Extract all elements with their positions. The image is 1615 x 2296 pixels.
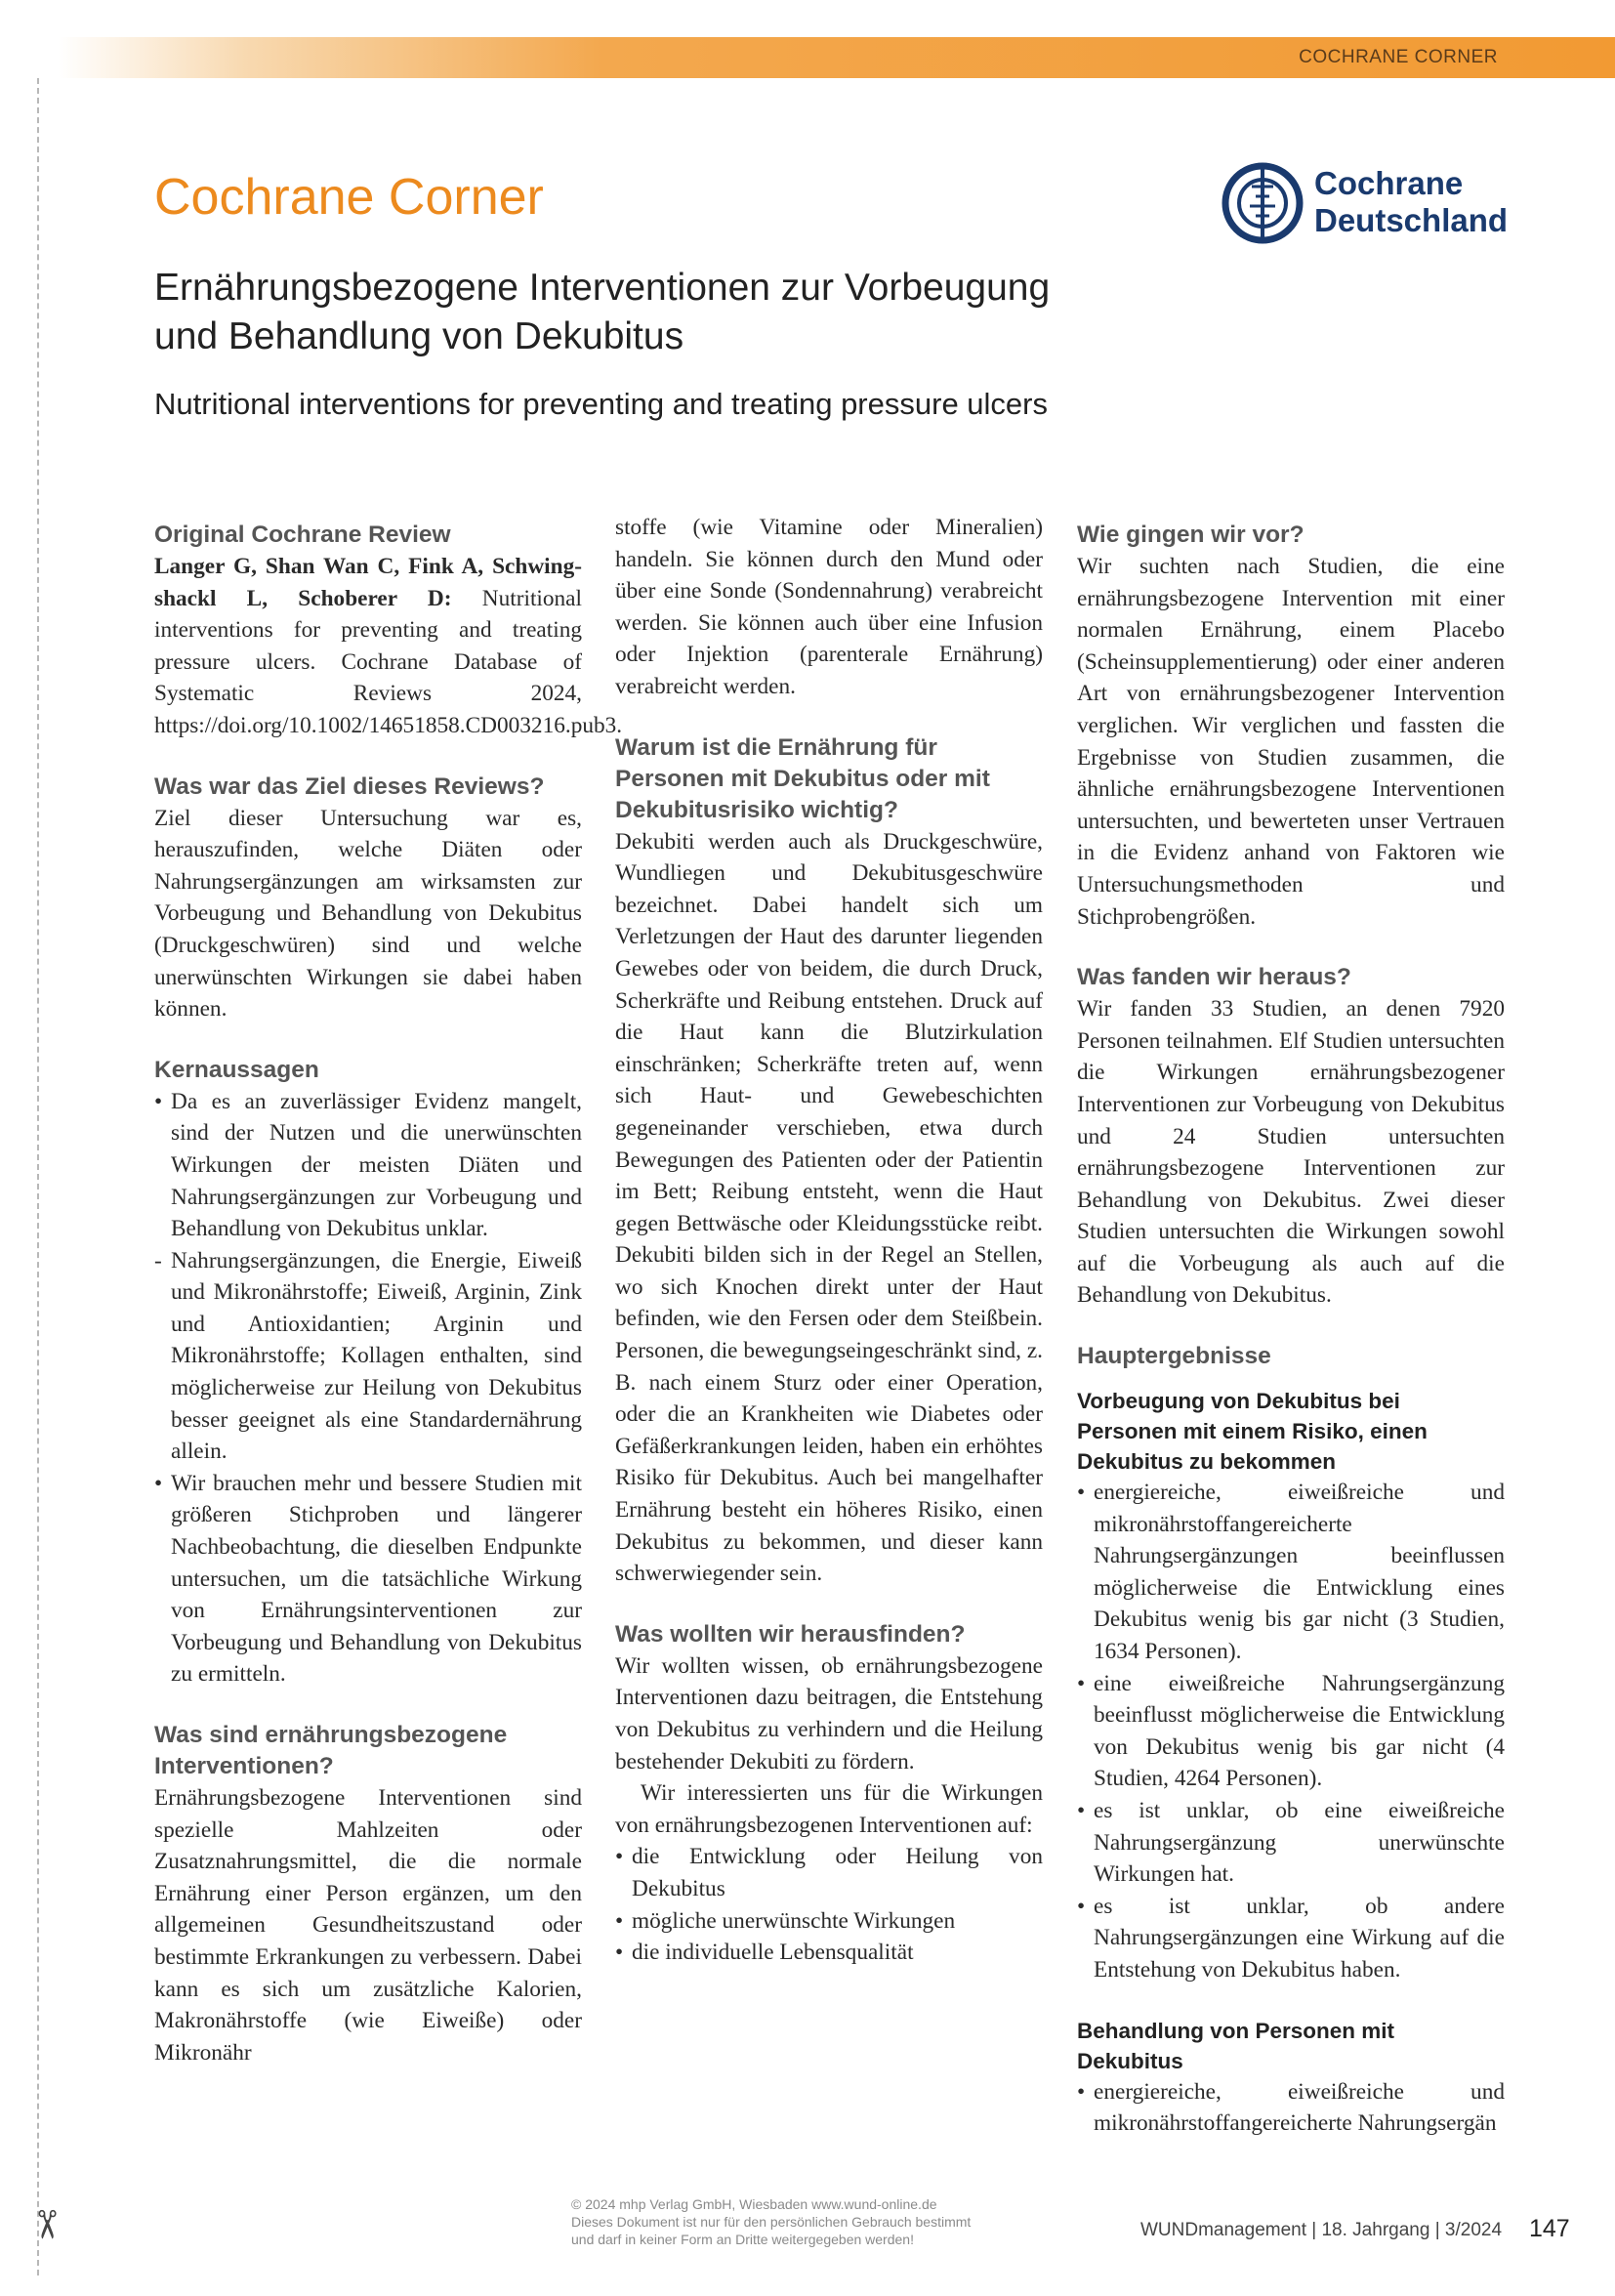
citation (154, 551, 623, 742)
list-item: • die Entwicklung oder Heilung von Dekubitus (615, 1844, 1043, 1901)
list-item: • Da es an zuverlässiger Evidenz mangelt, sind der Nutzen und die unerwünschten Wirkungen der meisten Diäten und Nahrungsergänzungen zur Vorbeugung und Behandlung von Dekubitus unklar. (154, 1088, 582, 1242)
cochrane-logo (1221, 161, 1509, 249)
aims-heading: Was wollten wir herausfinden? (615, 1620, 966, 1648)
footer-copyright-line1: © 2024 mhp Verlag GmbH, Wiesbaden www.wund-online.de (571, 2196, 937, 2212)
interventions-heading: Was sind ernährungsbezogene Interventionen? (154, 1722, 508, 1779)
article-subtitle: Nutritional interventions for preventing and treating pressure ulcers (154, 387, 1048, 421)
list-item: • Wir brauchen mehr und bessere Studien mit größeren Stichproben und längerer Nachbeobachtung, die dieselben Endpunkte untersuchen, um die tatsächliche Wirkung von Ernährungsinterventionen zur Vorbeugung und Behandlung von Dekubitus zu ermitteln. (154, 1470, 582, 1688)
key-messages-heading: Kernaussagen (154, 1056, 319, 1083)
section-title: Cochrane Corner (154, 169, 544, 226)
aims-text: Wir wollten wissen, ob ernährungsbezogene Interventionen dazu beitragen, die Entstehung von Dekubitus zu verhindern und die Heilung bestehender Dekubiti zu fördern. (615, 1652, 1043, 1774)
article-title-line2: und Behandlung von Dekubitus (154, 315, 684, 357)
list-item: • es ist unklar, ob andere Nahrungsergänzungen eine Wirkung auf die Entstehung von Dekubitus haben. (1077, 1893, 1505, 1983)
scissors-icon: ✂ (22, 2208, 68, 2241)
prevention-heading: Vorbeugung von Dekubitus bei Personen mit einem Risiko, einen Dekubitus zu bekommen (1077, 1389, 1428, 1475)
list-item: • energiereiche, eiweißreiche und mikronährstoffangereicherte Nahrungsergänzungen beeinflussen möglicherweise die Entwicklung eines Dekubitus wenig bis gar nicht (3 Studien, 1634 Personen). (1077, 1480, 1505, 1665)
citation-authors: Langer G, Shan Wan C, Fink A, Schwingshackl L, Schoberer D: (154, 554, 582, 611)
key-messages-list (154, 1086, 582, 1691)
why-text: Dekubiti werden auch als Druckgeschwüre, Wundliegen und Dekubitusgeschwüre bezeichnet. Dabei handelt sich um Verletzungen der Haut des darunter liegenden Gewebes oder von beidem, die durch Druck, Scherkräfte und Reibung entstehen. Druck auf die Haut kann die Blutzirkulation einschränken; Scherkräfte treten auf, wenn sich Haut- und Gewebeschichten gegeneinander verschieben, etwa durch Bewegungen des Patienten oder der Patientin im Bett; Reibung entsteht, wenn die Haut gegen Bettwäsche oder Kleidungsstücke reibt. Dekubiti bilden sich in der Regel an Stellen, wo sich Knochen direkt unter der Haut befinden, wie den Fersen oder dem Steißbein. Personen, die bewegungseingeschränkt sind, z. B. nach einem Sturz oder einer Operation, oder die an Krankheiten wie Diabetes oder Gefäßerkrankungen leiden, haben ein erhöhtes Risiko für Dekubitus. Auch bei mangelhafter Ernährung besteht ein höheres Risiko, einen Dekubitus zu bekommen, und dieser kann schwerwiegender sein. (615, 828, 1043, 1587)
interventions-text: Ernährungsbezogene Interventionen sind spezielle Mahlzeiten oder Zusatznahrungsmittel, die die normale Ernährung einer Person ergänzen, um den allgemeinen Gesundheitszustand oder bestimmte Erkrankungen zu verbessern. Dabei kann es sich um zusätzliche Kalorien, Makronährstoffe (wie Eiweiße) oder Mikronähr (154, 1785, 582, 2066)
footer-copyright (571, 2195, 1079, 2248)
why-heading: Warum ist die Ernährung für Personen mit Dekubitus oder mit Dekubitusrisiko wichtig? (615, 733, 990, 823)
methods-heading: Wie gingen wir vor? (1077, 522, 1304, 548)
findings-heading: Was fanden wir heraus? (1077, 964, 1351, 991)
original-review-heading: Original Cochrane Review (154, 522, 451, 548)
header-band-label: COCHRANE CORNER (1299, 47, 1498, 67)
page-number: 147 (1529, 2215, 1570, 2242)
prevention-list (1077, 1477, 1505, 1986)
column-3 (1077, 520, 1505, 2140)
list-item: • energiereiche, eiweißreiche und mikronährstoffangereicherte Nahrungsergän (1077, 2078, 1505, 2137)
article-title-line1: Ernährungsbezogene Interventionen zur Vorbeugung (154, 267, 1051, 309)
logo-text-deutschland: Deutschland (1314, 202, 1509, 238)
findings-text: Wir fanden 33 Studien, an denen 7920 Personen teilnahmen. Elf Studien untersuchten die Wirkungen ernährungsbezogener Interventionen zur Vorbeugung von Dekubitus und 24 Studien untersuchten ernährungsbezogene Interventionen zur Behandlung von Dekubitus. Zwei dieser Studien untersuchten die Wirkungen sowohl auf die Vorbeugung als auch auf die Behandlung von Dekubitus. (1077, 996, 1505, 1309)
article-title (154, 264, 1228, 361)
cochrane-logo-icon (1221, 161, 1304, 245)
treatment-list (1077, 2076, 1505, 2140)
aims-text-2: Wir interessierten uns für die Wirkungen von ernährungsbezogenen Interventionen auf: (615, 1780, 1043, 1838)
aim-heading: Was war das Ziel dieses Reviews? (154, 772, 545, 800)
main-results-heading: Hauptergebnisse (1077, 1343, 1271, 1370)
footer-journal: WUNDmanagement | 18. Jahrgang | 3/2024 (1140, 2220, 1503, 2240)
treatment-heading: Behandlung von Personen mit Dekubitus (1077, 2018, 1395, 2073)
outcomes-list (615, 1841, 1043, 1968)
column-2 (615, 512, 1043, 1969)
interventions-text-continued: stoffe (wie Vitamine oder Mineralien) handeln. Sie können durch den Mund oder über eine Sonde (Sondennahrung) verabreicht werden. Sie können auch über eine Infusion oder Injektion (parenterale Ernährung) verabreicht werden. (615, 515, 1043, 699)
header-band (59, 37, 1615, 78)
list-item: - Nahrungsergänzungen, die Energie, Eiweiß und Mikronährstoffe; Eiweiß, Arginin, Zink und Antioxidantien; Arginin und Mikronährstoffe; Kollagen enthalten, sind möglicherweise zur Heilung von Dekubitus besser geeignet als eine Standardernährung allein. (154, 1247, 582, 1465)
aim-text: Ziel dieser Untersuchung war es, herauszufinden, welche Diäten oder Nahrungsergänzungen am wirksamsten zur Vorbeugung und Behandlung von Dekubitus (Druckgeschwüren) sind und welche unerwünschten Wirkungen sie dabei haben können. (154, 805, 582, 1023)
footer-copyright-line2: Dieses Dokument ist nur für den persönlichen Gebrauch bestimmt (571, 2214, 972, 2230)
list-item: • eine eiweißreiche Nahrungsergänzung beeinflusst möglicherweise die Entwicklung von Dekubitus wenig bis gar nicht (4 Studien, 4264 Personen). (1077, 1670, 1505, 1792)
list-item: • die individuelle Lebensqualität (615, 1940, 914, 1966)
citation-text: Nutritional interventions for preventing and treating pressure ulcers. Cochrane Database of Systematic Reviews 2024, https://doi.org/10.1002/14651858.CD003216.pub3. (154, 585, 623, 738)
footer-copyright-line3: und darf in keiner Form an Dritte weitergegeben werden! (571, 2232, 914, 2247)
cut-line (37, 78, 39, 2275)
list-item: • mögliche unerwünschte Wirkungen (615, 1907, 956, 1934)
logo-text-cochrane: Cochrane (1314, 165, 1464, 201)
column-1 (154, 520, 623, 2068)
list-item: • es ist unklar, ob eine eiweißreiche Nahrungsergänzung unerwünschte Wirkungen hat. (1077, 1798, 1505, 1888)
methods-text: Wir suchten nach Studien, die eine ernährungsbezogene Intervention mit einer normalen Ernährung, einem Placebo (Scheinsupplementierung) oder einer anderen Art von ernährungsbezogener Intervention verglichen. Wir verglichen und fassten die Ergebnisse von Studien zusammen, die ähnliche ernährungsbezogene Interventionen untersuchten, und bewerteten unser Vertrauen in die Evidenz anhand von Faktoren wie Untersuchungsmethoden und Stichprobengrößen. (1077, 554, 1505, 930)
